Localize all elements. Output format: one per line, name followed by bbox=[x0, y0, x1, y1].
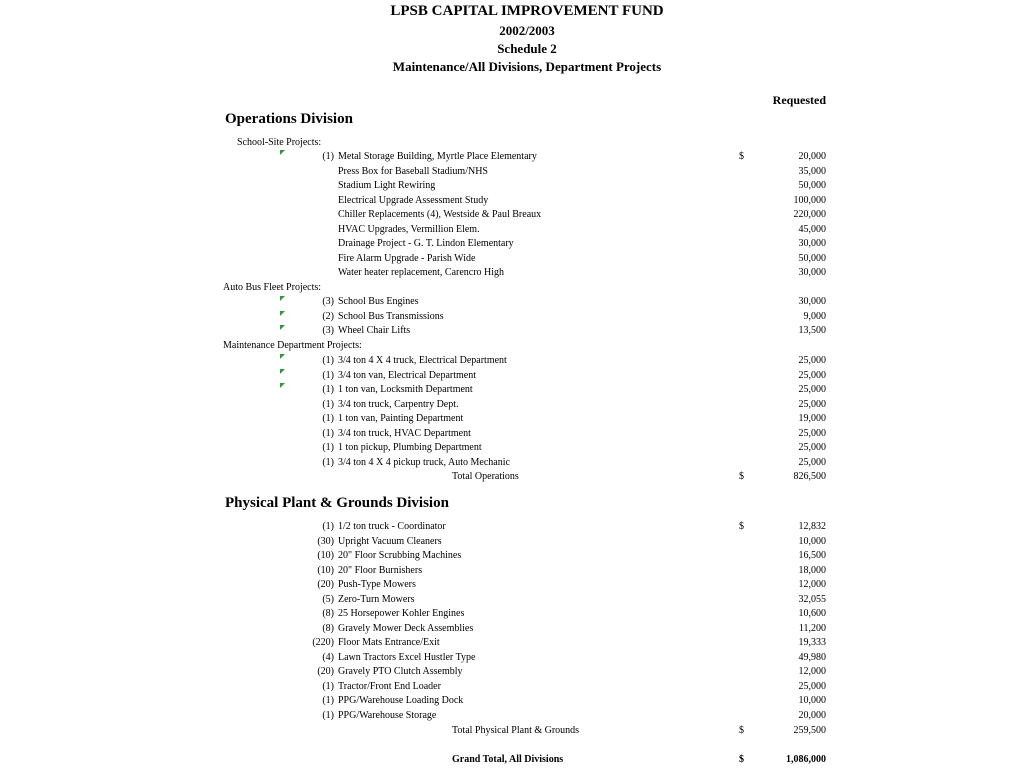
item-amount: 25,000 bbox=[798, 427, 826, 439]
item-amount: 20,000 bbox=[798, 151, 826, 162]
item-description: 25 Horsepower Kohler Engines bbox=[338, 608, 465, 619]
total-amount: 259,500 bbox=[793, 725, 826, 736]
item-description: Water heater replacement, Carencro High bbox=[338, 267, 505, 278]
total-amount: 826,500 bbox=[793, 471, 826, 482]
item-description: Press Box for Baseball Stadium/NHS bbox=[338, 165, 488, 177]
line-item-row bbox=[0, 536, 1024, 550]
currency-symbol: $ bbox=[739, 521, 744, 532]
item-amount: 25,000 bbox=[798, 680, 826, 692]
school-site-projects-label: School-Site Projects: bbox=[237, 137, 322, 148]
line-item-row bbox=[0, 399, 1024, 413]
item-description: Wheel Chair Lifts bbox=[338, 325, 411, 336]
operations-division-title: Operations Division bbox=[225, 111, 353, 127]
comment-flag-icon[interactable] bbox=[280, 383, 285, 388]
item-amount: 12,000 bbox=[798, 579, 826, 590]
currency-symbol: $ bbox=[739, 754, 744, 765]
item-description: 3/4 ton truck, HVAC Department bbox=[338, 427, 471, 439]
item-amount: 10,600 bbox=[798, 608, 826, 619]
grand-total-amount: 1,086,000 bbox=[786, 754, 826, 765]
item-description: 20" Floor Scrubbing Machines bbox=[338, 550, 462, 561]
item-amount: 16,500 bbox=[798, 550, 826, 561]
item-amount: 25,000 bbox=[798, 442, 826, 453]
item-description: Stadium Light Rewiring bbox=[338, 180, 436, 191]
item-description: School Bus Transmissions bbox=[338, 310, 444, 322]
line-item-row bbox=[0, 238, 1024, 252]
item-description: Electrical Upgrade Assessment Study bbox=[338, 194, 489, 206]
item-quantity: (1) bbox=[322, 456, 334, 468]
line-item-row bbox=[0, 442, 1024, 456]
item-quantity: (1) bbox=[322, 355, 334, 366]
item-amount: 25,000 bbox=[798, 384, 826, 395]
item-amount: 19,000 bbox=[798, 413, 826, 424]
physical-plant-division-title: Physical Plant & Grounds Division bbox=[225, 495, 449, 511]
item-quantity: (8) bbox=[322, 608, 334, 619]
total-physical-plant-row bbox=[0, 725, 1024, 739]
item-amount: 30,000 bbox=[798, 296, 826, 307]
line-item-row bbox=[0, 710, 1024, 724]
item-quantity: (1) bbox=[322, 442, 334, 453]
item-quantity: (4) bbox=[322, 651, 334, 663]
item-quantity: (1) bbox=[322, 398, 334, 410]
item-quantity: (30) bbox=[317, 535, 334, 547]
line-item-row bbox=[0, 151, 1024, 165]
item-amount: 10,000 bbox=[798, 695, 826, 706]
item-quantity: (3) bbox=[322, 296, 334, 307]
fiscal-year: 2002/2003 bbox=[499, 23, 555, 38]
item-quantity: (1) bbox=[322, 384, 334, 395]
item-amount: 49,980 bbox=[798, 651, 826, 663]
line-item-row bbox=[0, 311, 1024, 325]
line-item-row bbox=[0, 681, 1024, 695]
item-description: 20" Floor Burnishers bbox=[338, 564, 423, 576]
item-description: Upright Vacuum Cleaners bbox=[338, 535, 442, 547]
item-quantity: (1) bbox=[322, 413, 334, 424]
item-amount: 35,000 bbox=[798, 165, 826, 177]
item-quantity: (3) bbox=[322, 325, 334, 336]
comment-flag-icon[interactable] bbox=[280, 311, 285, 316]
item-description: Push-Type Mowers bbox=[338, 579, 416, 590]
line-item-row bbox=[0, 296, 1024, 310]
comment-flag-icon[interactable] bbox=[280, 325, 285, 330]
item-description: 3/4 ton 4 X 4 pickup truck, Auto Mechanic bbox=[338, 456, 510, 468]
item-description: Drainage Project - G. T. Lindon Elementary bbox=[338, 238, 514, 249]
item-amount: 20,000 bbox=[798, 709, 826, 721]
line-item-row bbox=[0, 267, 1024, 281]
item-description: Lawn Tractors Excel Hustler Type bbox=[338, 651, 476, 663]
item-amount: 13,500 bbox=[798, 325, 826, 336]
line-item-row bbox=[0, 652, 1024, 666]
item-amount: 10,000 bbox=[798, 535, 826, 547]
line-item-row bbox=[0, 166, 1024, 180]
item-amount: 220,000 bbox=[793, 209, 826, 220]
bus-fleet-projects-label: Auto Bus Fleet Projects: bbox=[223, 282, 322, 293]
line-item-row bbox=[0, 253, 1024, 267]
item-quantity: (5) bbox=[322, 593, 334, 605]
grand-total-label: Grand Total, All Divisions bbox=[452, 754, 564, 765]
item-quantity: (1) bbox=[322, 427, 334, 439]
item-description: Zero-Turn Mowers bbox=[338, 593, 415, 605]
line-item-row bbox=[0, 623, 1024, 637]
item-description: 1 ton pickup, Plumbing Department bbox=[338, 442, 482, 453]
line-item-row bbox=[0, 594, 1024, 608]
item-description: 1 ton van, Locksmith Department bbox=[338, 384, 473, 395]
item-quantity: (220) bbox=[312, 637, 334, 648]
item-description: Fire Alarm Upgrade - Parish Wide bbox=[338, 252, 476, 264]
item-description: Floor Mats Entrance/Exit bbox=[338, 637, 440, 648]
line-item-row bbox=[0, 370, 1024, 384]
item-amount: 19,333 bbox=[798, 637, 826, 648]
schedule-subtitle: Maintenance/All Divisions, Department Projects bbox=[392, 59, 662, 74]
item-description: 1 ton van, Painting Department bbox=[338, 413, 464, 424]
line-item-row bbox=[0, 565, 1024, 579]
item-amount: 100,000 bbox=[793, 194, 826, 206]
item-amount: 50,000 bbox=[798, 180, 826, 191]
item-amount: 30,000 bbox=[798, 238, 826, 249]
item-amount: 25,000 bbox=[798, 355, 826, 366]
line-item-row bbox=[0, 355, 1024, 369]
item-amount: 50,000 bbox=[798, 252, 826, 264]
item-quantity: (1) bbox=[322, 521, 334, 532]
schedule-number: Schedule 2 bbox=[497, 41, 557, 56]
line-item-row bbox=[0, 384, 1024, 398]
document-title: LPSB CAPITAL IMPROVEMENT FUND bbox=[390, 3, 664, 19]
line-item-row bbox=[0, 413, 1024, 427]
item-amount: 18,000 bbox=[798, 564, 826, 576]
item-amount: 45,000 bbox=[798, 223, 826, 235]
line-item-row bbox=[0, 666, 1024, 680]
item-amount: 11,200 bbox=[798, 622, 826, 634]
item-amount: 25,000 bbox=[798, 398, 826, 410]
item-quantity: (20) bbox=[317, 579, 334, 590]
item-description: 3/4 ton 4 X 4 truck, Electrical Department bbox=[338, 355, 507, 366]
line-item-row bbox=[0, 608, 1024, 622]
item-quantity: (8) bbox=[322, 622, 334, 634]
item-quantity: (1) bbox=[322, 369, 334, 381]
item-description: PPG/Warehouse Loading Dock bbox=[338, 695, 464, 706]
item-amount: 25,000 bbox=[798, 456, 826, 468]
item-description: HVAC Upgrades, Vermillion Elem. bbox=[338, 223, 480, 235]
comment-flag-icon[interactable] bbox=[280, 150, 285, 155]
item-description: 3/4 ton van, Electrical Department bbox=[338, 369, 477, 381]
line-item-row bbox=[0, 550, 1024, 564]
item-amount: 32,055 bbox=[798, 593, 826, 605]
line-item-row bbox=[0, 579, 1024, 593]
line-item-row bbox=[0, 428, 1024, 442]
comment-flag-icon[interactable] bbox=[280, 354, 285, 359]
requested-column-header: Requested bbox=[772, 93, 826, 107]
comment-flag-icon[interactable] bbox=[280, 296, 285, 301]
item-description: Gravely PTO Clutch Assembly bbox=[338, 666, 463, 677]
item-description: Metal Storage Building, Myrtle Place Elementary bbox=[338, 151, 537, 162]
item-quantity: (1) bbox=[322, 695, 334, 706]
line-item-row bbox=[0, 695, 1024, 709]
item-description: 1/2 ton truck - Coordinator bbox=[338, 521, 446, 532]
item-amount: 30,000 bbox=[798, 267, 826, 278]
item-quantity: (20) bbox=[317, 666, 334, 677]
currency-symbol: $ bbox=[739, 151, 744, 162]
line-item-row bbox=[0, 325, 1024, 339]
total-operations-row bbox=[0, 471, 1024, 485]
item-quantity: (10) bbox=[317, 550, 334, 561]
item-quantity: (1) bbox=[322, 151, 334, 162]
line-item-row bbox=[0, 180, 1024, 194]
line-item-row bbox=[0, 209, 1024, 223]
comment-flag-icon[interactable] bbox=[280, 369, 285, 374]
line-item-row bbox=[0, 224, 1024, 238]
item-amount: 12,832 bbox=[798, 521, 826, 532]
grand-total-row bbox=[0, 754, 1024, 768]
item-quantity: (2) bbox=[322, 310, 334, 322]
maintenance-projects-label: Maintenance Department Projects: bbox=[223, 340, 362, 351]
item-description: 3/4 ton truck, Carpentry Dept. bbox=[338, 398, 459, 410]
line-item-row bbox=[0, 521, 1024, 535]
item-amount: 9,000 bbox=[803, 310, 826, 322]
line-item-row bbox=[0, 457, 1024, 471]
item-amount: 12,000 bbox=[798, 666, 826, 677]
line-item-row bbox=[0, 195, 1024, 209]
item-description: PPG/Warehouse Storage bbox=[338, 709, 437, 721]
item-quantity: (1) bbox=[322, 709, 334, 721]
item-description: Gravely Mower Deck Assemblies bbox=[338, 622, 474, 634]
item-description: Tractor/Front End Loader bbox=[338, 680, 441, 692]
currency-symbol: $ bbox=[739, 725, 744, 736]
item-description: Chiller Replacements (4), Westside & Paul Breaux bbox=[338, 209, 542, 220]
item-quantity: (10) bbox=[317, 564, 334, 576]
total-label: Total Operations bbox=[452, 471, 519, 482]
currency-symbol: $ bbox=[739, 471, 744, 482]
total-label: Total Physical Plant & Grounds bbox=[452, 725, 580, 736]
item-amount: 25,000 bbox=[798, 369, 826, 381]
line-item-row bbox=[0, 637, 1024, 651]
item-quantity: (1) bbox=[322, 680, 334, 692]
item-description: School Bus Engines bbox=[338, 296, 419, 307]
